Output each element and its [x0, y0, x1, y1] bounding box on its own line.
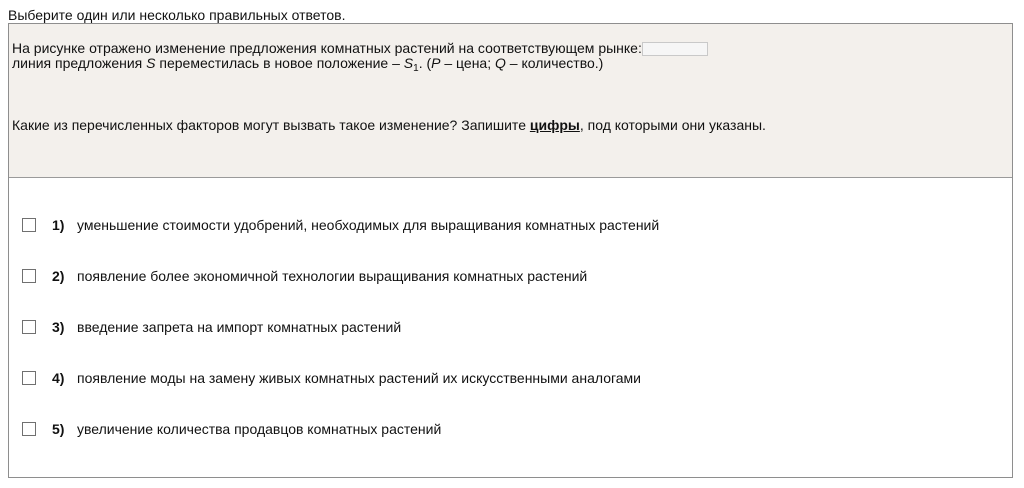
question-text-1: На рисунке отражено изменение предложения комнатных растений на соответствующем рынке: — [12, 40, 642, 56]
answer-option-2[interactable] — [22, 267, 587, 285]
answer-number: 2) — [52, 268, 65, 284]
broken-image-placeholder — [642, 42, 708, 56]
answer-option-5[interactable] — [22, 420, 441, 438]
answer-option-4[interactable] — [22, 369, 641, 387]
answer-option-3[interactable] — [22, 318, 401, 336]
question-text-2c: . ( — [418, 55, 432, 71]
checkbox-5[interactable] — [22, 422, 36, 436]
answer-number: 4) — [52, 370, 65, 386]
question-text-2d: – цена; — [440, 55, 495, 71]
question-text-2b: переместилась в новое положение – — [155, 55, 404, 71]
symbol-q: Q — [495, 55, 506, 71]
answer-text: увеличение количества продавцов комнатных растений — [77, 421, 442, 437]
answer-number: 5) — [52, 421, 65, 437]
answer-text: введение запрета на импорт комнатных растений — [77, 319, 402, 335]
answer-text: появление более экономичной технологии выращивания комнатных растений — [77, 268, 588, 284]
symbol-s: S — [146, 55, 156, 71]
answer-option-1[interactable] — [22, 216, 659, 234]
checkbox-1[interactable] — [22, 218, 36, 232]
instruction-text: Выберите один или несколько правильных ответов. — [8, 7, 346, 23]
checkbox-4[interactable] — [22, 371, 36, 385]
question-text-2a: линия предложения — [12, 55, 147, 71]
symbol-s1: S — [403, 55, 414, 71]
answer-list — [9, 178, 1012, 477]
answer-number: 3) — [52, 319, 65, 335]
answer-text: появление моды на замену живых комнатных растений их искусственными аналогами — [77, 370, 642, 386]
answer-text: уменьшение стоимости удобрений, необходимых для выращивания комнатных растений — [77, 217, 660, 233]
question-line-3 — [12, 117, 766, 133]
question-line-2 — [12, 55, 603, 77]
checkbox-2[interactable] — [22, 269, 36, 283]
question-text-3b: , под которыми они указаны. — [579, 117, 766, 133]
question-emphasis: цифры — [529, 117, 580, 133]
checkbox-3[interactable] — [22, 320, 36, 334]
symbol-s1-subscript: 1 — [413, 63, 419, 74]
symbol-p: P — [431, 55, 441, 71]
answer-number: 1) — [52, 217, 65, 233]
question-box — [8, 23, 1013, 478]
question-line-1 — [12, 40, 708, 56]
question-header — [9, 24, 1012, 178]
question-text-3a: Какие из перечисленных факторов могут вызвать такое изменение? Запишите — [12, 117, 530, 133]
question-text-2e: – количество.) — [505, 55, 604, 71]
